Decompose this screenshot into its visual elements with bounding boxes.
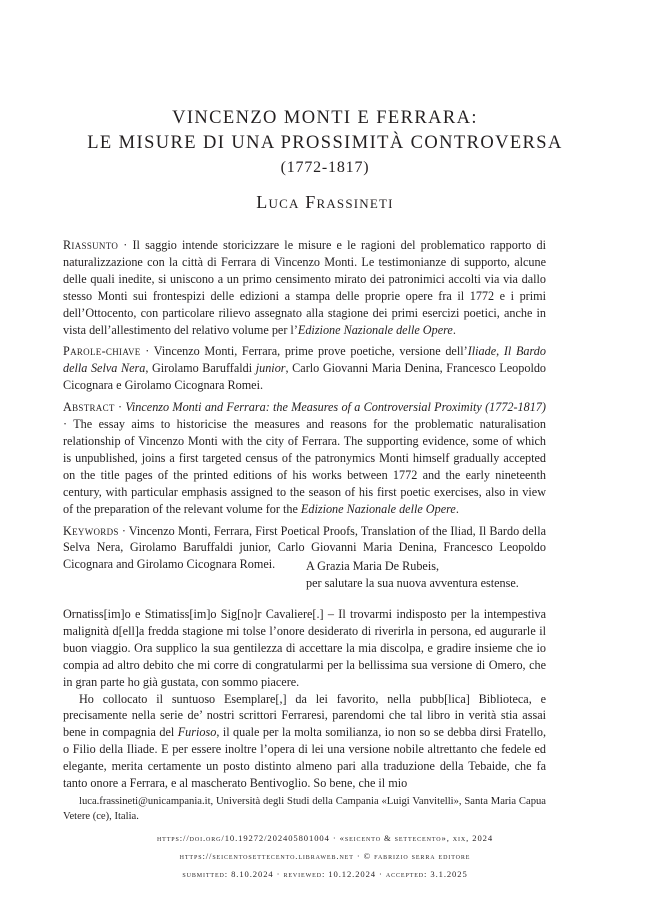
parole-chiave-italic: Iliade <box>467 344 497 359</box>
author-name: Luca Frassineti <box>256 192 394 212</box>
abstract-italic: Edizione Nazionale delle Opere <box>300 501 456 516</box>
abstract-section <box>63 237 546 578</box>
doi-line: https://doi.org/10.19272/202405801004 · «seicento & settecento», xix, 2024 <box>156 833 494 843</box>
title-block <box>0 106 650 213</box>
parole-chiave-italic: Il Bardo della Selva Nera <box>63 344 546 376</box>
parole-chiave-label: Parole-chiave <box>63 344 141 359</box>
parole-chiave-paragraph <box>63 343 546 394</box>
abstract-paragraph <box>63 399 546 517</box>
submission-dates-line: submitted: 8.10.2024 · reviewed: 10.12.2024 · accepted: 3.1.2025 <box>182 869 468 879</box>
abstract-label: Abstract <box>63 400 115 415</box>
article-title-line-2: LE MISURE DI UNA PROSSIMITÀ CONTROVERSA <box>87 133 563 153</box>
abstract-end: . <box>455 501 459 516</box>
letter-text <box>63 606 546 792</box>
parole-chiave-italic: junior <box>255 361 286 376</box>
parole-chiave-text: · Vincenzo Monti, Ferrara, prime prove poetiche, versione dell’ <box>140 344 468 359</box>
riassunto-italic: Edizione Nazionale delle Opere <box>297 322 453 337</box>
riassunto-paragraph <box>63 237 546 338</box>
abstract-text: · The essay aims to historicise the measures and reasons for the problematic naturalisation relationship of Vincenzo Monti with the city of Ferrara. The supporting evidence, some of which is unpublished, joins a first targeted census of the patronymics Monti himself gradually accepted on the title pages of the printed editions of his works between 1772 and the early nineteenth century, with particular emphasis assigned to the season of his first poetic exercises, also in view of the preparation of the relevant volume for the <box>63 417 546 516</box>
parole-chiave-text: , Girolamo Baruffaldi <box>145 361 256 376</box>
author-footnote: luca.frassineti@unicampania.it, Università degli Studi della Campania «Luigi Vanvitelli», Santa Maria Capua Vetere (ce), Italia. <box>63 796 546 822</box>
dedication <box>306 558 519 592</box>
dedication-line-2: per salutare la sua nuova avventura estense. <box>306 575 519 590</box>
abstract-separator: · <box>114 400 126 415</box>
riassunto-label: Riassunto <box>63 238 119 252</box>
parole-chiave-text: , <box>496 344 504 359</box>
abstract-english-title: Vincenzo Monti and Ferrara: the Measures of a Controversial Proximity (1772-1817) <box>125 400 546 415</box>
parole-chiave-text: , Carlo Giovanni Maria Denina, Francesco Leopoldo Cicognara e Girolamo Cicognara Romei. <box>63 361 547 393</box>
letter-text-span: , il quale per la molta somilianza, io non so se debba dirsi Fratello, o Filio della Iliade. E per essere inoltre l’opera di lei una versione nobile altrettanto che fedele ed elegante, merita certamente un posto distinto almeno pari alla traduzione della Tebaide, che fa tanto onore a Ferrara, e al mascherato Bentivoglio. So bene, che il mio <box>63 725 546 791</box>
letter-paragraph-1: Ornatiss[im]o e Stimatiss[im]o Sig[no]r Cavaliere[.] – Il trovarmi indisposto per la intempestiva malignità d[ell]a fredda stagione mi tolse l’onore desiderato di riverirla in persona, ed augurarle il buon viaggio. Ora supplico la sua gentilezza di accettare la mia discolpa, e gradire insieme che io compia ad altro debito che mi corre di congratularmi per la bellissima sua versione di Omero, che in gran parte ho già gustata, con sommo piacere. <box>63 607 546 689</box>
letter-paragraph-2 <box>63 691 546 792</box>
riassunto-text: · Il saggio intende storicizzare le misure e le ragioni del problematico rapporto di naturalizzazione con la città di Ferrara di Vincenzo Monti. Le testimonianze di supporto, alcune delle quali inedite, si uniscono a un primo censimento mirato dei patronimici accolti via via dallo stesso Monti sui frontespizi delle edizioni a stampa delle proprie opere fra il 1772 e i primi dell’Ottocento, con particolare rilievo assegnato alla stagione dei primi esercizi poetici, anche in vista dell’allestimento del relativo volume per l’ <box>63 238 546 337</box>
riassunto-end: . <box>452 322 456 337</box>
keywords-text: · Vincenzo Monti, Ferrara, First Poetical Proofs, Translation of the Iliad, Il Bardo della Selva Nera, Girolamo Baruffaldi junior, Carlo Giovanni Maria Denina, Francesco Leopoldo Cicognara and Girolamo Cicognara Romei. <box>63 523 546 572</box>
keywords-label: Keywords <box>63 523 119 538</box>
article-years: (1772-1817) <box>280 159 370 176</box>
article-title-line-1: VINCENZO MONTI E FERRARA: <box>172 108 478 128</box>
publisher-line: https://seicentosettecento.libraweb.net · © fabrizio serra editore <box>179 851 471 861</box>
letter-text-span: Ho collocato il suntuoso Esemplare[,] da lei favorito, nella pubb[lica] Biblioteca, e precisamente nella serie de’ nostri scrittori Ferraresi, parendomi che tal libro in verità stia assai bene in compagnia del <box>63 691 546 740</box>
dedication-line-1: A Grazia Maria De Rubeis, <box>306 559 440 573</box>
letter-italic-title: Furioso <box>177 725 217 740</box>
